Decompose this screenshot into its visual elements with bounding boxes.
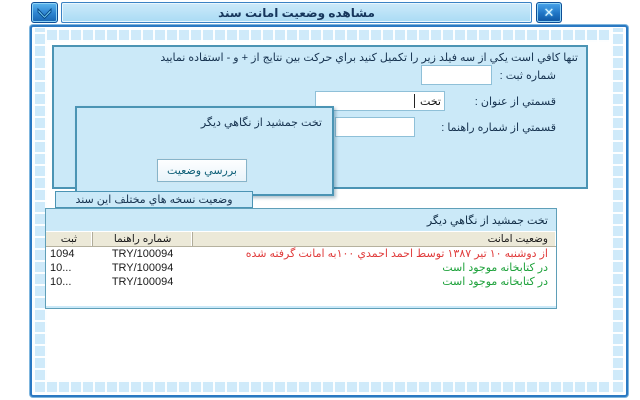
- results-group: [45, 208, 557, 309]
- window-title: مشاهده وضعيت امانت سند: [218, 5, 375, 20]
- table-header-row: [46, 231, 556, 247]
- reg-number-cell: 1094: [50, 248, 75, 260]
- call-number-cell: TRY/100094: [111, 262, 174, 274]
- title-part-input[interactable]: [315, 91, 445, 111]
- tab-label: وضعيت نسخه هاي مختلف اين سند: [75, 194, 233, 206]
- reg-number-cell: 10...: [50, 262, 72, 274]
- registration-number-label: شماره ثبت :: [499, 70, 556, 82]
- loan-status-cell: در كتابخانه موجود است: [442, 276, 548, 288]
- registration-number-input[interactable]: [421, 65, 492, 85]
- loan-status-cell: در كتابخانه موجود است: [442, 262, 548, 274]
- table-row[interactable]: [46, 275, 556, 289]
- document-title: تخت جمشيد از نگاهي ديگر: [426, 215, 548, 227]
- tab-copies-status[interactable]: [55, 191, 253, 208]
- window-title-bar[interactable]: [61, 2, 532, 23]
- table-row[interactable]: [46, 261, 556, 275]
- tile-border-top: [33, 28, 625, 42]
- table-body: [46, 247, 556, 306]
- column-header-reg-number[interactable]: ثبت: [46, 232, 92, 246]
- call-number-part-label: قسمتي از شماره راهنما :: [441, 122, 556, 134]
- loan-status-cell: از دوشنبه ۱۰ تير ۱۳۸۷ توسط احمد احمدي ۱۰۰به امانت گرفته شده: [245, 248, 548, 260]
- close-icon: ✕: [543, 4, 555, 20]
- text-cursor: [414, 94, 415, 108]
- reg-number-cell: 10...: [50, 276, 72, 288]
- call-number-cell: TRY/100094: [111, 276, 174, 288]
- chevron-down-icon: [37, 7, 52, 19]
- system-menu-button[interactable]: [31, 2, 58, 23]
- tile-border-right: [611, 28, 625, 394]
- title-part-label: قسمتي از عنوان :: [474, 96, 556, 108]
- form-hint-text: تنها كافي است يكي از سه فيلد زير را تكميل كنيد براي حركت بين نتايج از + و - استفاده نماييد: [160, 52, 578, 64]
- call-number-part-input[interactable]: [335, 117, 415, 137]
- suggestion-item[interactable]: تخت جمشيد از نگاهي ديگر: [200, 117, 322, 129]
- tile-border-bottom: [33, 380, 625, 394]
- suggestion-popup: [75, 106, 334, 196]
- check-status-button[interactable]: بررسي وضعيت: [157, 159, 247, 182]
- table-row[interactable]: [46, 247, 556, 261]
- column-header-call-number[interactable]: شماره راهنما: [92, 232, 193, 246]
- call-number-cell: TRY/100094: [111, 248, 174, 260]
- close-button[interactable]: [536, 2, 562, 23]
- column-header-loan-status[interactable]: وضعيت امانت: [192, 232, 556, 246]
